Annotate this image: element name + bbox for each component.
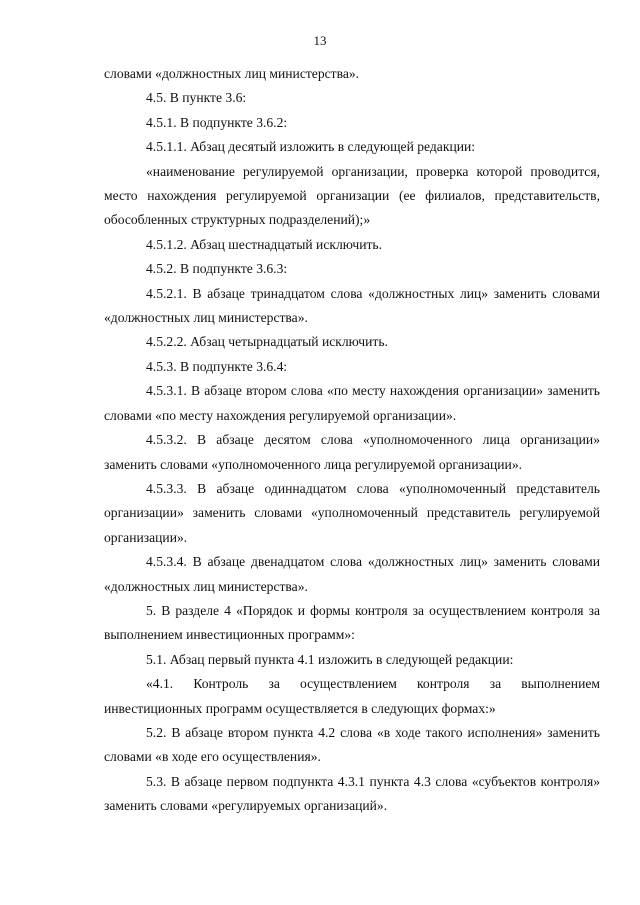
- paragraph: 4.5.3. В подпункте 3.6.4:: [146, 358, 288, 374]
- paragraph: 4.5.3.1. В абзаце втором слова «по месту нахождения организации» заменить словами «по месту нахождения регулируемой организации».: [104, 383, 600, 423]
- paragraph: 4.5.2.2. Абзац четырнадцатый исключить.: [146, 334, 388, 350]
- paragraph: «4.1. Контроль за осуществлением контроля за выполнением инвестиционных программ осуществляется в следующих формах:»: [104, 676, 600, 716]
- paragraph: 4.5.3.2. В абзаце десятом слова «уполномоченного лица организации» заменить словами «уполномоченного лица регулируемой организации».: [104, 432, 600, 472]
- paragraph: 5.2. В абзаце втором пункта 4.2 слова «в ходе такого исполнения» заменить словами «в ходе его осуществления».: [104, 724, 600, 765]
- paragraph: 4.5.1. В подпункте 3.6.2:: [146, 114, 288, 130]
- paragraph: 4.5.1.1. Абзац десятый изложить в следующей редакции:: [146, 139, 476, 155]
- paragraph: 4.5.3.3. В абзаце одиннадцатом слова «уполномоченный представитель организации» заменить словами «уполномоченный представитель регулируемой организации».: [104, 480, 600, 545]
- paragraph: 5.1. Абзац первый пункта 4.1 изложить в следующей редакции:: [146, 651, 514, 667]
- paragraph: 4.5.2. В подпункте 3.6.3:: [146, 261, 288, 277]
- paragraph: 5.3. В абзаце первом подпункта 4.3.1 пункта 4.3 слова «субъектов контроля» заменить словами «регулируемых организаций».: [104, 773, 600, 814]
- paragraph: 4.5.2.1. В абзаце тринадцатом слова «должностных лиц» заменить словами «должностных лиц министерства».: [104, 285, 600, 326]
- document-body: [104, 62, 600, 819]
- paragraph: 4.5.1.2. Абзац шестнадцатый исключить.: [146, 236, 383, 252]
- paragraph: «наименование регулируемой организации, проверка которой проводится, место нахождения регулируемой организации (ее филиалов, представительств, обособленных структурных подразделений);»: [104, 163, 600, 228]
- paragraph: 4.5. В пункте 3.6:: [146, 90, 247, 106]
- paragraph: 5. В разделе 4 «Порядок и формы контроля за осуществлением контроля за выполнением инвестиционных программ»:: [104, 602, 600, 643]
- paragraph: словами «должностных лиц министерства».: [104, 66, 360, 81]
- paragraph: 4.5.3.4. В абзаце двенадцатом слова «должностных лиц» заменить словами «должностных лиц министерства».: [104, 554, 600, 594]
- page-number: 13: [313, 33, 327, 48]
